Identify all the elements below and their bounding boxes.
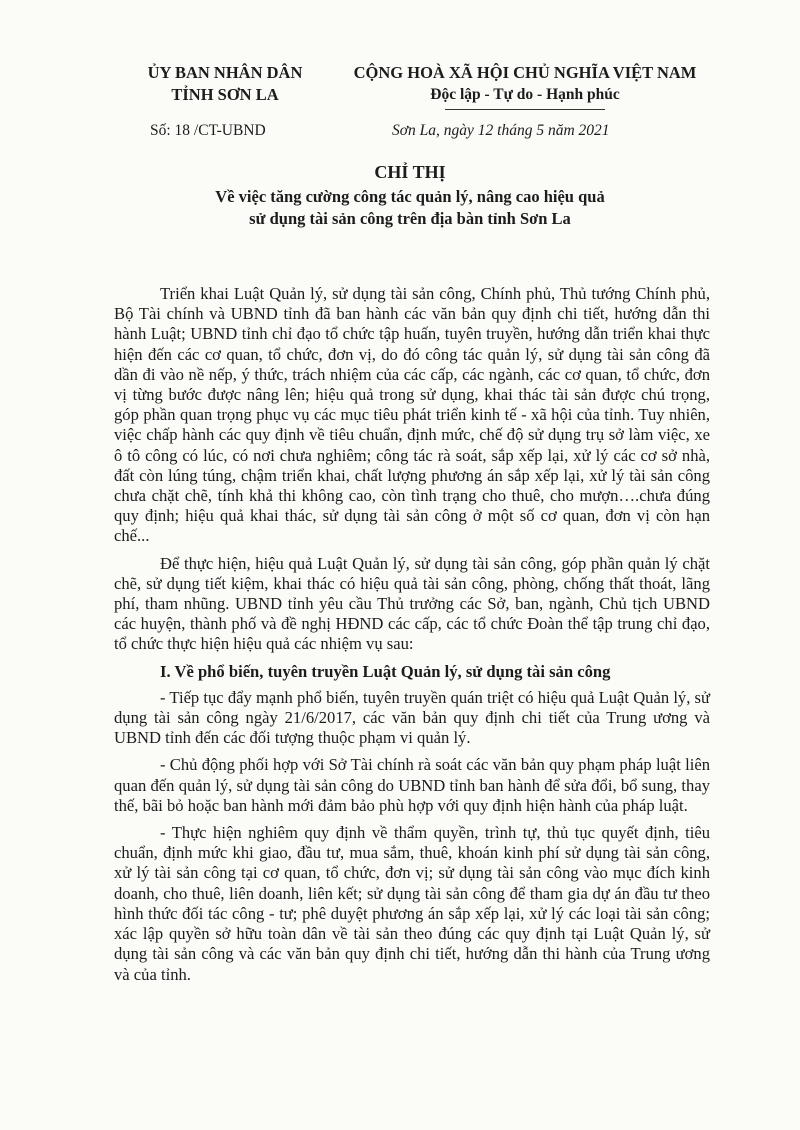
list-item: - Tiếp tục đẩy mạnh phổ biến, tuyên truyền quán triệt có hiệu quả Luật Quản lý, sử dụng tài sản công ngày 21/6/2017, các văn bản quy định chi tiết của Trung ương và UBND tỉnh đến các đối tượng thuộc phạm vi quản lý.	[114, 687, 710, 748]
motto-underline	[445, 109, 605, 110]
agency-province: TỈNH SƠN LA	[171, 85, 279, 104]
document-subject-line-1: Về việc tăng cường công tác quản lý, nâng cao hiệu quả	[215, 187, 605, 206]
list-item: - Chủ động phối hợp với Sở Tài chính rà soát các văn bản quy phạm pháp luật liên quan đến quản lý, sử dụng tài sản công do UBND tỉnh ban hành để sửa đổi, bổ sung, thay thế, bãi bỏ hoặc ban hành mới đảm bảo phù hợp với quy định hiện hành của pháp luật.	[114, 755, 710, 815]
list-item: - Thực hiện nghiêm quy định về thẩm quyền, trình tự, thủ tục quyết định, tiêu chuẩn, định mức khi giao, đầu tư, mua sắm, thuê, khoán kinh phí sử dụng tài sản công, xử lý tài sản công tại cơ quan, tổ chức, đơn vị; sử dụng tài sản công vào mục đích kinh doanh, cho thuê, liên doanh, liên kết; sử dụng tài sản công để tham gia dự án đầu tư theo hình thức đối tác công - tư; phê duyệt phương án sắp xếp lại, xử lý các loại tài sản công; xác lập quyền sở hữu toàn dân về tài sản theo đúng các quy định tại Luật Quản lý, sử dụng tài sản công và các văn bản quy định chi tiết, hướng dẫn thi hành của Trung ương và của tỉnh.	[114, 823, 710, 984]
national-motto: Độc lập - Tự do - Hạnh phúc	[430, 86, 620, 103]
body-paragraph: Triển khai Luật Quản lý, sử dụng tài sản công, Chính phủ, Thủ tướng Chính phủ, Bộ Tài chính và UBND tỉnh đã ban hành các văn bản quy định chi tiết, hướng dẫn thi hành Luật; UBND tỉnh chỉ đạo tổ chức tập huấn, tuyên truyền, hướng dẫn triển khai thực hiện đến các cơ quan, tổ chức, đơn vị, do đó công tác quản lý, sử dụng tài sản công đã dần đi vào nề nếp, ý thức, trách nhiệm của các cấp, các ngành, các cơ quan, tổ chức, đơn vị từng bước được nâng lên; hiệu quả trong sử dụng, khai thác tài sản được chú trọng, góp phần quan trọng phục vụ các mục tiêu phát triển kinh tế - xã hội của tỉnh. Tuy nhiên, việc chấp hành các quy định về tiêu chuẩn, định mức, chế độ sử dụng trụ sở làm việc, xe ô tô công có lúc, có nơi chưa nghiêm; công tác rà soát, sắp xếp lại, xử lý các cơ sở nhà, đất còn lúng túng, chậm triển khai, chất lượng phương án sắp xếp lại, xử lý tài sản công chưa chặt chẽ, tính khả thi không cao, còn tình trạng cho thuê, cho mượn….chưa đúng quy định; hiệu quả khai thác, sử dụng tài sản công ở một số cơ quan, đơn vị còn hạn chế...	[114, 284, 710, 546]
agency-name: ỦY BAN NHÂN DÂN	[147, 63, 303, 82]
document-subject-line-2: sử dụng tài sản công trên địa bàn tỉnh Sơn La	[249, 209, 571, 228]
document-body	[114, 284, 710, 992]
national-header	[330, 62, 720, 110]
section-heading: I. Về phổ biến, tuyên truyền Luật Quản lý, sử dụng tài sản công	[160, 661, 611, 681]
document-title-block	[120, 160, 700, 230]
place-and-date: Sơn La, ngày 12 tháng 5 năm 2021	[392, 122, 610, 139]
body-paragraph: Để thực hiện, hiệu quả Luật Quản lý, sử dụng tài sản công, góp phần quản lý chặt chẽ, sử dụng tiết kiệm, khai thác có hiệu quả tài sản công, phòng, chống thất thoát, lãng phí, tham nhũng. UBND tỉnh yêu cầu Thủ trưởng các Sở, ban, ngành, Chủ tịch UBND các huyện, thành phố và đề nghị HĐND các cấp, các tổ chức Đoàn thể tập trung chỉ đạo, tổ chức thực hiện hiệu quả các nhiệm vụ sau:	[114, 553, 710, 654]
nation-name: CỘNG HOÀ XÃ HỘI CHỦ NGHĨA VIỆT NAM	[353, 63, 697, 82]
document-type: CHỈ THỊ	[374, 162, 446, 182]
document-number: Số: 18 /CT-UBND	[150, 122, 266, 139]
issuing-agency	[120, 62, 330, 106]
